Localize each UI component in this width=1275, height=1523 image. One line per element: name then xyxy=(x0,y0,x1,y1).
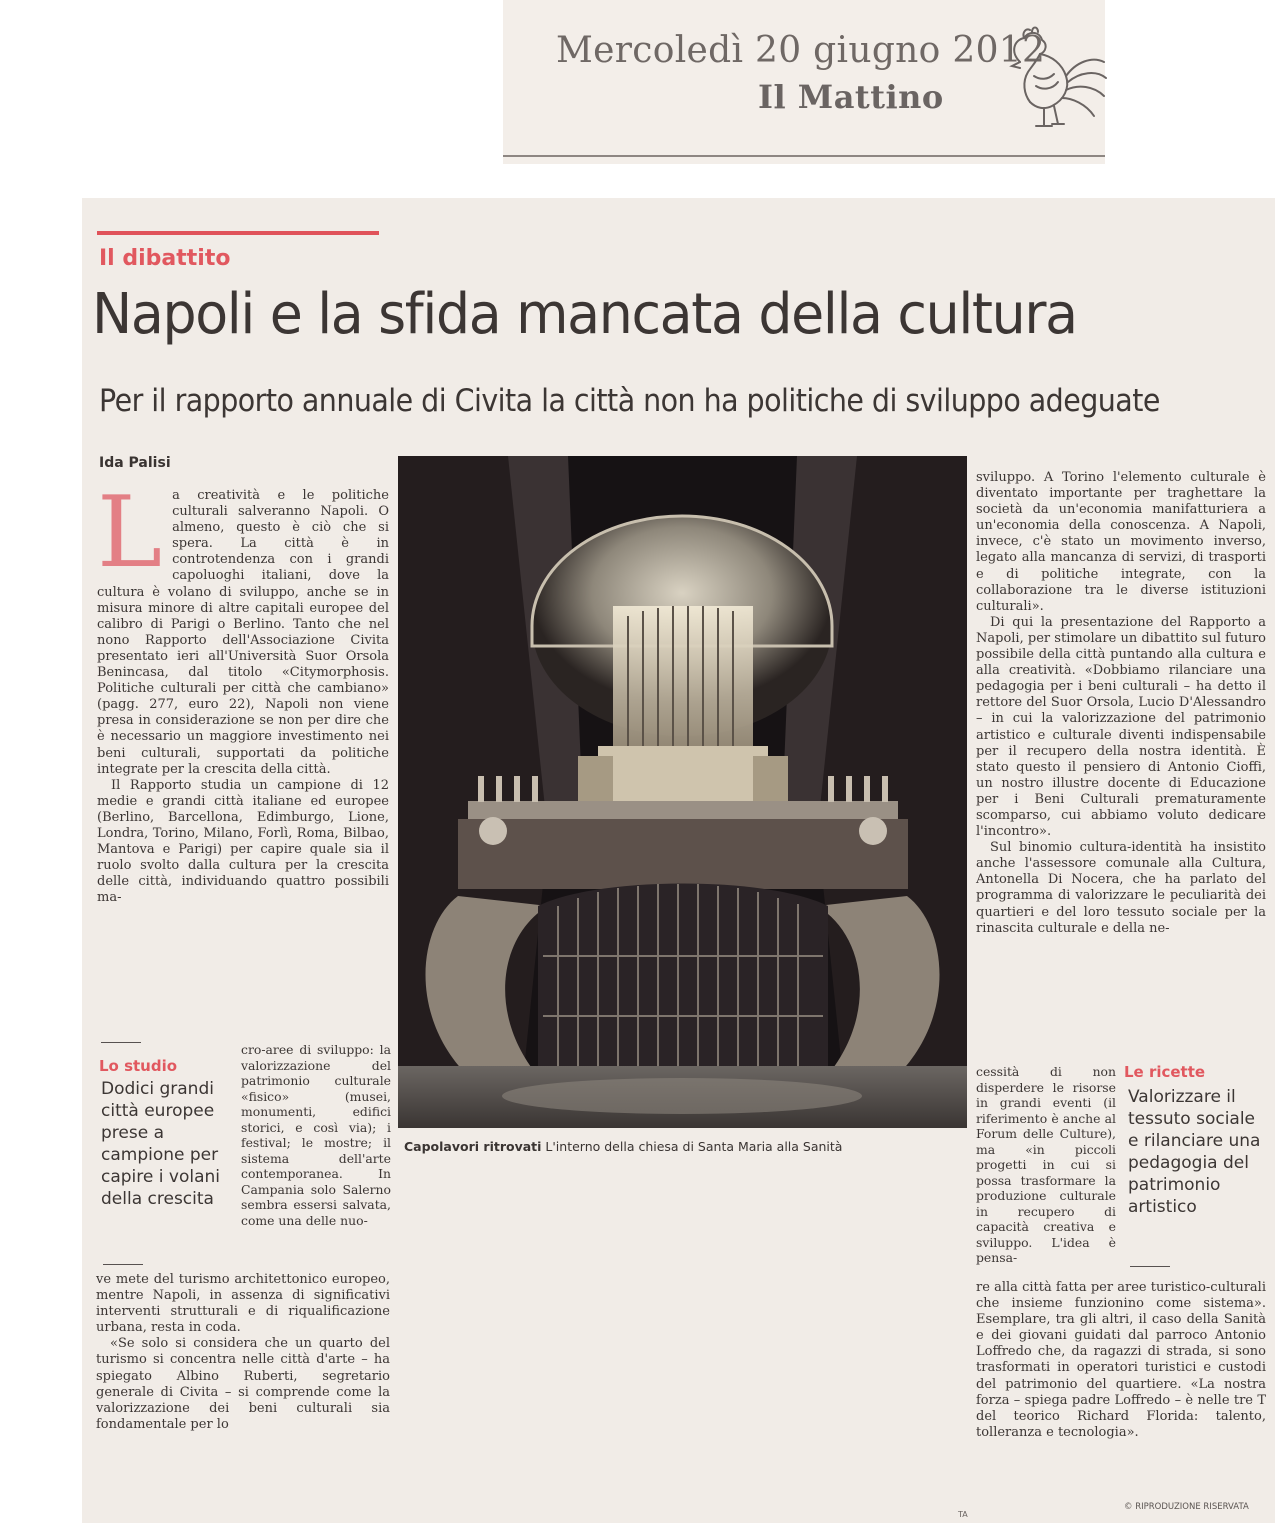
sidebar-rule-top xyxy=(101,1042,141,1043)
church-organ-illustration xyxy=(398,456,967,1128)
article-column-1-tail xyxy=(96,1272,390,1433)
paragraph: cessità di non disperdere le risorse in grandi eventi (il riferimento è anche al Forum delle Culture), ma «in piccoli progetti in cui si possa trasformare la produzione culturale in recupero di capacità creativa e sviluppo. L'idea è pensa- xyxy=(976,1064,1116,1265)
church-interior-photo xyxy=(398,456,967,1128)
sidebar-rule-bottom xyxy=(103,1264,143,1265)
headline: Napoli e la sfida mancata della cultura xyxy=(92,282,1077,347)
paragraph: Sul binomio cultura-identità ha insistito anche l'assessore comunale alla Cultura, Antonella Di Nocera, che ha parlato del programma di valorizzare le peculiarità dei quartieri e del loro tessuto sociale per la rinascita culturale e della ne- xyxy=(976,840,1266,936)
caption-title: Capolavori ritrovati xyxy=(404,1139,542,1154)
rooster-icon xyxy=(1000,22,1110,140)
paragraph: Il Rapporto studia un campione di 12 medie e grandi città italiane ed europee (Berlino, Barcellona, Edimburgo, Lione, Londra, Torino, Milano, Forlì, Roma, Bilbao, Mantova e Parigi) per capire quale sia il ruolo svolto dalla cultura per la crescita delle città, individuando quattro possibili ma- xyxy=(97,777,389,906)
article-column-3 xyxy=(976,470,1266,937)
edge-mark: TA xyxy=(958,1510,968,1519)
paragraph: «Se solo si considera che un quarto del turismo si concentra nelle città d'arte – ha spiegato Albino Ruberti, segretario generale di Civita – si comprende come la valorizzazione dei beni culturali sia fondamentale per lo xyxy=(96,1336,390,1432)
newspaper-name: Il Mattino xyxy=(758,78,944,116)
paragraph: ve mete del turismo architettonico europeo, mentre Napoli, in assenza di significativi interventi strutturali e di riqualificazione urbana, resta in coda. xyxy=(96,1272,390,1336)
paragraph: re alla città fatta per aree turistico-culturali che insieme funzionino come sistema». Esemplare, tra gli altri, il caso della Sanità e dei giovani guidati dal parroco Antonio Loffredo che, da ragazzi di strada, si sono trasformati in operatori turistici e custodi del patrimonio del quartiere. «La nostra forza – spiega padre Loffredo – è nelle tre T del teorico Richard Florida: talento, tolleranza e tecnologia». xyxy=(976,1280,1266,1440)
sidebar-left-text: Dodici grandi città europee prese a campione per capire i volani della crescita xyxy=(101,1079,220,1209)
article-column-3-narrow xyxy=(976,1064,1116,1266)
article-column-1 xyxy=(97,476,389,906)
sidebar-left-label: Lo studio xyxy=(99,1057,178,1075)
byline: Ida Palisi xyxy=(99,455,171,471)
article-column-1-narrow xyxy=(241,1042,391,1228)
paragraph: cro-aree di sviluppo: la valorizzazione del patrimonio culturale «fisico» (musei, monumenti, edifici storici, e così via); i festival; le mostre; il sistema dell'arte contemporanea. In Campania solo Salerno sembra essersi salvata, come una delle nuo- xyxy=(241,1042,391,1228)
kicker: Il dibattito xyxy=(99,246,231,271)
sidebar-right-label: Le ricette xyxy=(1124,1063,1206,1081)
sidebar-right-text: Valorizzare il tessuto sociale e rilanciare una pedagogia del patrimonio artistico xyxy=(1128,1087,1261,1217)
sidebar-right-rule xyxy=(1130,1266,1170,1267)
paragraph: Di qui la presentazione del Rapporto a Napoli, per stimolare un dibattito sul futuro possibile della città puntando alla cultura e alla creatività. «Dobbiamo rilanciare una pedagogia per i beni culturali – ha detto il rettore del Suor Orsola, Lucio D'Alessandro – in cui la valorizzazione del patrimonio artistico e culturale diventi indispensabile per il recupero della nostra identità. È stato questo il pensiero di Antonio Cioffi, un nostro illustre docente di Educazione per i Beni Culturali prematuramente scomparso, cui abbiamo voluto dedicare l'incontro». xyxy=(976,614,1266,840)
caption-text: L'interno della chiesa di Santa Maria alla Sanità xyxy=(541,1139,843,1154)
paragraph: a creatività e le politiche culturali salveranno Napoli. O almeno, questo è ciò che si spera. La città è in controtendenza con i grandi capoluoghi italiani, dove la cultura è volano di sviluppo, anche se in misura minore di altre capitali europee del calibro di Parigi o Berlino. Tanto che nel nono Rapporto dell'Associazione Civita presentato ieri all'Università Suor Orsola Benincasa, dal titolo «Citymorphosis. Politiche culturali per città che cambiano» (pagg. 277, euro 22), Napoli non viene presa in considerazione se non per dire che è necessario un maggiore investimento nei beni culturali, supportati da politiche integrate per la crescita della città. xyxy=(97,488,389,777)
masthead-rule xyxy=(503,155,1105,157)
kicker-rule xyxy=(97,231,379,235)
copyright-notice: © RIPRODUZIONE RISERVATA xyxy=(1124,1502,1249,1512)
subheadline: Per il rapporto annuale di Civita la città non ha politiche di sviluppo adeguate xyxy=(99,383,1160,419)
drop-cap: L xyxy=(97,476,163,590)
article-column-3-tail xyxy=(976,1280,1266,1441)
photo-caption xyxy=(404,1139,842,1154)
masthead-date: Mercoledì 20 giugno 2012 xyxy=(556,30,1046,71)
paragraph: sviluppo. A Torino l'elemento culturale è diventato importante per traghettare la società da un'economia manifatturiera a un'economia della conoscenza. A Napoli, invece, c'è stato un movimento inverso, legato alla mancanza di servizi, di trasporti e di politiche integrate, con la collaborazione tra le diverse istituzioni culturali». xyxy=(976,470,1266,614)
